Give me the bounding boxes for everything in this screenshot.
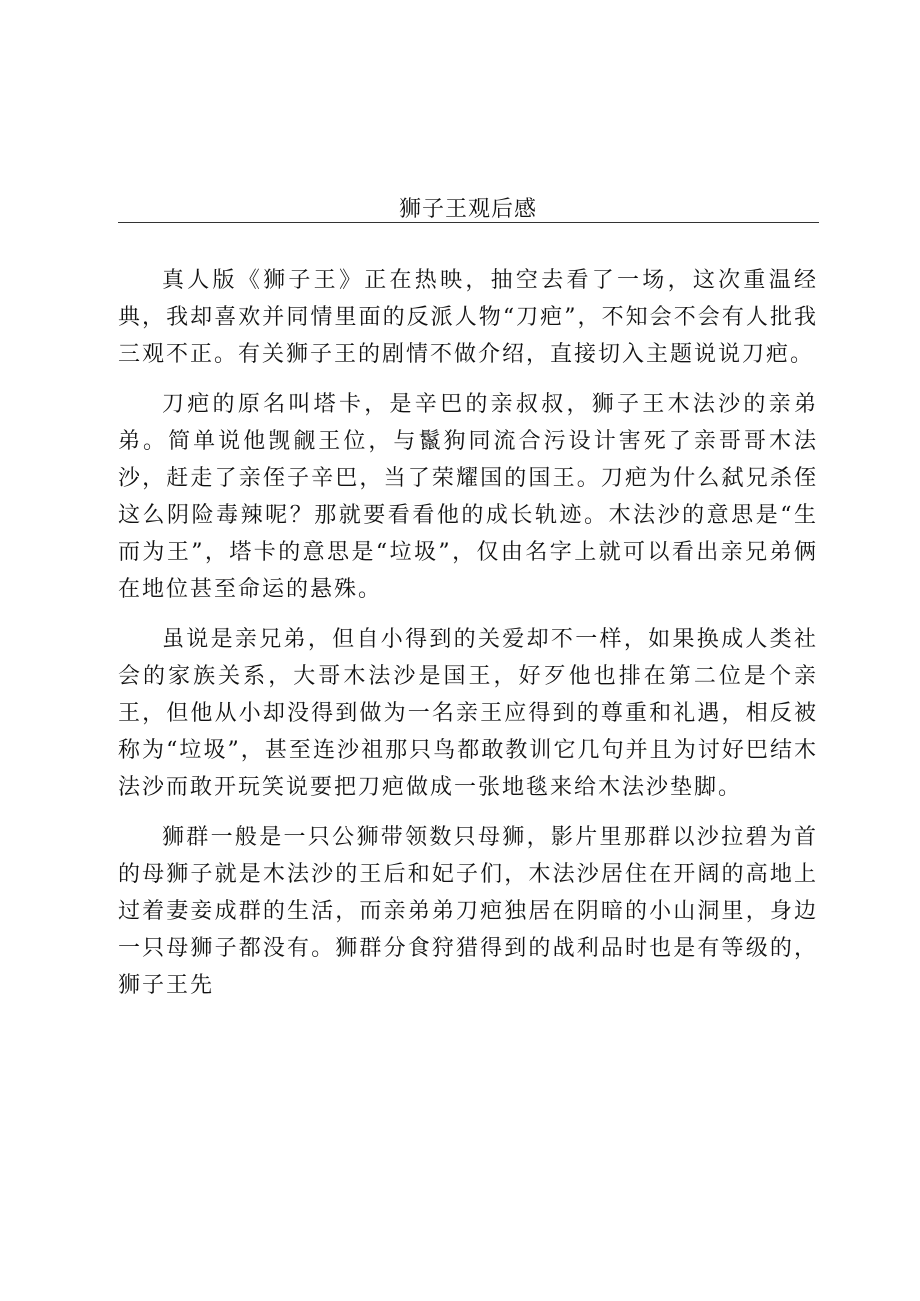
paragraph-4: 狮群一般是一只公狮带领数只母狮，影片里那群以沙拉碧为首的母狮子就是木法沙的王后和妃子们，木法沙居住在开阔的高地上过着妻妾成群的生活，而亲弟弟刀疤独居在阴暗的小山洞里，身边一只母狮子都没有。狮群分食狩猎得到的战利品时也是有等级的，狮子王先 xyxy=(118,825,818,998)
page-title: 狮子王观后感 xyxy=(398,197,537,222)
title-underline xyxy=(118,222,819,223)
paragraph-2: 刀疤的原名叫塔卡，是辛巴的亲叔叔，狮子王木法沙的亲弟弟。简单说他觊觎王位，与鬣狗同流合污设计害死了亲哥哥木法沙，赶走了亲侄子辛巴，当了荣耀国的国王。刀疤为什么弑兄杀侄这么阴险毒辣呢？那就要看看他的成长轨迹。木法沙的意思是“生而为王”，塔卡的意思是“垃圾”，仅由名字上就可以看出亲兄弟俩在地位甚至命运的悬殊。 xyxy=(118,392,818,602)
article-body xyxy=(118,262,818,1004)
paragraph-1: 真人版《狮子王》正在热映，抽空去看了一场，这次重温经典，我却喜欢并同情里面的反派人物“刀疤”，不知会不会有人批我三观不正。有关狮子王的剧情不做介绍，直接切入主题说说刀疤。 xyxy=(118,268,818,367)
paragraph-3: 虽说是亲兄弟，但自小得到的关爱却不一样，如果换成人类社会的家族关系，大哥木法沙是国王，好歹他也排在第二位是个亲王，但他从小却没得到做为一名亲王应得到的尊重和礼遇，相反被称为“垃圾”，甚至连沙祖那只鸟都敢教训它几句并且为讨好巴结木法沙而敢开玩笑说要把刀疤做成一张地毯来给木法沙垫脚。 xyxy=(118,627,818,800)
